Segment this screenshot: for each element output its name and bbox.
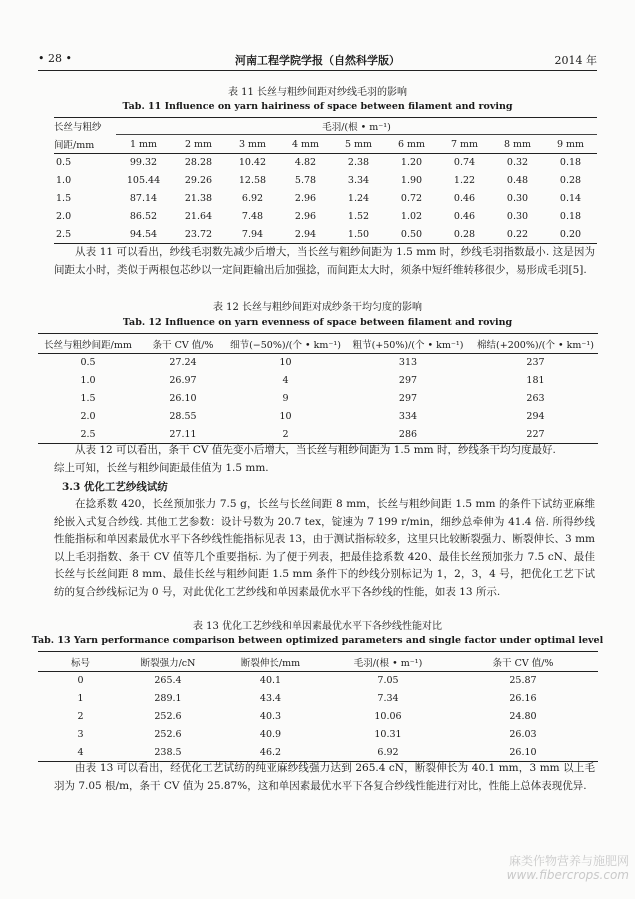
paragraph-table12-analysis: 从表 12 可以看出，条干 CV 值先变小后增大，当长丝与粗纱间距为 1.5 mm 时，纱线条干均匀度最好. <box>75 444 556 456</box>
table-cell: 105.44 <box>126 175 161 186</box>
table-cell: 2.5 <box>54 226 116 244</box>
table-row <box>38 408 598 426</box>
table-cell: 4 <box>38 744 123 762</box>
journal-title: 河南工程学院学报（自然科学版） <box>235 54 400 67</box>
table-cell: 0.72 <box>400 193 423 204</box>
table-cell: 1.50 <box>332 226 385 244</box>
table11-column-header: 8 mm <box>491 135 544 154</box>
table-cell: 26.10 <box>169 393 197 404</box>
table-cell: 3.34 <box>347 175 370 186</box>
table-cell: 0.46 <box>453 211 476 222</box>
table-row <box>38 390 598 408</box>
table11-row-header-2: 间距/mm <box>54 135 116 154</box>
table-cell: 26.16 <box>509 693 537 704</box>
table-cell: 227 <box>473 426 598 444</box>
table-cell: 26.03 <box>509 729 537 740</box>
page-header <box>38 52 597 68</box>
table-cell: 10.31 <box>374 729 402 740</box>
table-cell: 1.52 <box>347 211 370 222</box>
table-cell: 86.52 <box>129 211 158 222</box>
table-cell: 286 <box>343 426 473 444</box>
table-cell: 12.58 <box>238 175 267 186</box>
table11 <box>54 117 597 244</box>
table-cell: 1.5 <box>56 193 72 204</box>
table-row <box>38 690 598 708</box>
table-cell: 289.1 <box>154 693 182 704</box>
table-cell: 1.24 <box>347 193 370 204</box>
table11-row-header: 长丝与粗纱 <box>54 118 116 135</box>
table-cell: 0.50 <box>385 226 438 244</box>
table-cell: 2.96 <box>294 193 317 204</box>
table13-column-header: 断裂伸长/mm <box>213 652 328 672</box>
table-cell: 10 <box>279 411 292 422</box>
table-cell: 99.32 <box>129 157 158 169</box>
table-cell: 1.90 <box>400 175 423 186</box>
table-cell: 27.11 <box>138 426 228 444</box>
table-row <box>54 208 597 226</box>
table-cell: 40.1 <box>259 675 282 687</box>
table-cell: 0.22 <box>491 226 544 244</box>
table-cell: 40.3 <box>259 711 282 722</box>
table-cell: 25.87 <box>509 675 537 687</box>
table-cell: 1.0 <box>80 375 96 386</box>
table13-caption-zh: 表 13 优化工艺纱线和单因素最优水平下各纱线性能对比 <box>192 621 443 632</box>
table-cell: 10.06 <box>374 711 402 722</box>
table-row <box>54 190 597 208</box>
table-cell: 0.18 <box>559 157 582 169</box>
table-cell: 294 <box>526 411 545 422</box>
table12-column-header: 细节(−50%)/(个 • km⁻¹) <box>228 334 343 354</box>
table-cell: 6.92 <box>241 193 264 204</box>
table13-column-header: 断裂强力/cN <box>123 652 213 672</box>
section-heading-3-3: 3.3 优化工艺纱线试纺 <box>62 481 168 493</box>
table-cell: 7.48 <box>241 211 264 222</box>
table-cell: 2.96 <box>294 211 317 222</box>
table-cell: 0.74 <box>453 157 476 169</box>
table-cell: 23.72 <box>171 226 226 244</box>
table-cell: 7.34 <box>377 693 399 704</box>
table-cell: 0.5 <box>80 357 96 369</box>
table-cell: 40.9 <box>259 729 282 740</box>
table-cell: 181 <box>526 375 545 386</box>
table-cell: 4 <box>282 375 289 386</box>
paragraph-table11-analysis: 从表 11 可以看出，纱线毛羽数先减少后增大，当长丝与粗纱间距为 1.5 mm 时，纱线毛羽指数最小. 这是因为间距太小时，类似于两根包芯纱以一定间距输出后加强捻，而间距太大时，须条中短纤维转移很少，易形成毛羽[5]. <box>54 246 595 276</box>
page-number: • 28 • <box>38 52 72 65</box>
table-cell: 3 <box>77 729 84 740</box>
table-cell: 7.94 <box>226 226 279 244</box>
table-cell: 2 <box>77 711 84 722</box>
paragraph-trial-spinning: 在捻系数 420，长丝预加张力 7.5 g，长丝与长丝间距 8 mm，长丝与粗纱间距 1.5 mm 的条件下试纺亚麻维纶嵌入式复合纱线. 其他工艺参数：设计号数为 20.7 tex，锭速为 7 199 r/min，细纱总牵伸为 41.4 倍. 所得纱线性能指标和单因素最优水平下各纱线性能指标见表 13，由于测试指标较多，这里只比较断裂强力、断裂伸长、3 mm 以上毛羽指数、条干 CV 值等几个重要指标. 为了便于列表，把最佳捻系数 420、最佳长丝预加张力 7.5 cN、最佳长丝与长丝间距 8 mm、最佳长丝与粗纱间距 1.5 mm 条件下的纱线分别标记为 1，2，3，4 号，把优化工艺下试纺的复合纱线标记为 0 号，对此优化工艺纱线和单因素最优水平下各纱线的性能，如表 13 所示. <box>54 498 595 598</box>
table11-column-header: 1 mm <box>116 135 171 154</box>
table-row <box>38 726 598 744</box>
table-cell: 238.5 <box>123 744 213 762</box>
table-cell: 28.28 <box>184 157 213 169</box>
table11-column-header: 7 mm <box>438 135 491 154</box>
table13 <box>38 651 598 762</box>
table11-column-header: 2 mm <box>171 135 226 154</box>
table-cell: 237 <box>526 357 545 369</box>
table-cell: 297 <box>398 393 418 404</box>
table11-column-header: 6 mm <box>385 135 438 154</box>
table-cell: 0.18 <box>559 211 582 222</box>
table-cell: 29.26 <box>184 175 213 186</box>
table-cell: 2.0 <box>56 211 72 222</box>
table12-column-header: 条干 CV 值/% <box>138 334 228 354</box>
table-cell: 265.4 <box>154 675 182 687</box>
table-row <box>38 672 598 690</box>
table-cell: 0.20 <box>544 226 597 244</box>
table-cell: 263 <box>526 393 545 404</box>
table-cell: 2.38 <box>347 157 370 169</box>
table11-caption-en: Tab. 11 Influence on yarn hairiness of space between filament and roving <box>122 101 513 112</box>
table-cell: 9 <box>282 393 289 404</box>
table-cell: 5.78 <box>294 175 317 186</box>
table-row <box>38 426 598 444</box>
table-row <box>38 354 598 372</box>
table-cell: 1.20 <box>400 157 423 169</box>
table-row <box>54 154 597 172</box>
table11-group-header: 毛羽/(根 • m⁻¹) <box>116 118 597 135</box>
table-cell: 0.32 <box>506 157 529 169</box>
table11-column-header: 3 mm <box>226 135 279 154</box>
table-cell: 0.30 <box>506 193 529 204</box>
table-cell: 26.10 <box>448 744 598 762</box>
table-row <box>54 226 597 244</box>
paragraph-conclusion: 综上可知，长丝与粗纱间距最佳值为 1.5 mm. <box>54 462 269 474</box>
table-cell: 1.0 <box>56 175 72 186</box>
table-cell: 1 <box>77 693 84 704</box>
table-cell: 2.0 <box>80 411 96 422</box>
table-cell: 1.22 <box>453 175 476 186</box>
table-cell: 313 <box>398 357 418 369</box>
table-cell: 2.5 <box>38 426 138 444</box>
table-row <box>38 372 598 390</box>
table-cell: 26.97 <box>169 375 197 386</box>
table-cell: 2 <box>228 426 343 444</box>
table11-caption-zh: 表 11 长丝与粗纱间距对纱线毛羽的影响 <box>227 87 408 98</box>
table-cell: 0.48 <box>506 175 529 186</box>
table-cell: 46.2 <box>213 744 328 762</box>
table-cell: 0 <box>77 675 84 687</box>
table-cell: 252.6 <box>154 729 182 740</box>
table-cell: 0.5 <box>56 157 72 169</box>
table12 <box>38 333 598 444</box>
table-cell: 7.05 <box>377 675 399 687</box>
table12-caption-en: Tab. 12 Influence on yarn evenness of space between filament and roving <box>122 317 513 328</box>
table11-column-header: 5 mm <box>332 135 385 154</box>
table-cell: 21.38 <box>184 193 213 204</box>
table-cell: 1.5 <box>80 393 96 404</box>
table12-column-header: 棉结(+200%)/(个 • km⁻¹) <box>473 334 598 354</box>
table13-column-header: 毛羽/(根 • m⁻¹) <box>328 652 448 672</box>
table-cell: 27.24 <box>169 357 197 369</box>
table-cell: 0.30 <box>506 211 529 222</box>
table-cell: 0.14 <box>559 193 582 204</box>
table-cell: 297 <box>398 375 418 386</box>
table-cell: 4.82 <box>294 157 317 169</box>
table-cell: 24.80 <box>509 711 537 722</box>
table-cell: 94.54 <box>116 226 171 244</box>
table-cell: 252.6 <box>154 711 182 722</box>
table13-caption-en: Tab. 13 Yarn performance comparison between optimized parameters and single factor under optimal level <box>31 635 604 646</box>
table-cell: 21.64 <box>184 211 213 222</box>
table-cell: 43.4 <box>259 693 282 704</box>
table13-column-header: 条干 CV 值/% <box>448 652 598 672</box>
table11-column-header: 4 mm <box>279 135 332 154</box>
paragraph-table13-analysis: 由表 13 可以看出，经优化工艺试纺的纯亚麻纱线强力达到 265.4 cN，断裂伸长为 40.1 mm，3 mm 以上毛羽为 7.05 根/m，条干 CV 值为 25.87%，这和单因素最优水平下各复合纱线性能进行对比，性能上总体表现优异. <box>54 762 595 792</box>
table-row <box>38 708 598 726</box>
table-row <box>38 744 598 762</box>
table-row <box>54 172 597 190</box>
table-cell: 1.02 <box>400 211 423 222</box>
header-rule <box>38 70 597 71</box>
table-cell: 0.46 <box>453 193 476 204</box>
watermark-site-url: www.fibercrops.com <box>506 868 629 882</box>
table-cell: 28.55 <box>169 411 197 422</box>
table-cell: 2.94 <box>279 226 332 244</box>
table13-column-header: 标号 <box>38 652 123 672</box>
table-cell: 87.14 <box>129 193 158 204</box>
table-cell: 10 <box>279 357 292 369</box>
table12-caption-zh: 表 12 长丝与粗纱间距对成纱条干均匀度的影响 <box>212 302 423 313</box>
table11-column-header: 9 mm <box>544 135 597 154</box>
table-cell: 6.92 <box>328 744 448 762</box>
publication-year: 2014 年 <box>554 54 597 67</box>
table-cell: 0.28 <box>438 226 491 244</box>
table-cell: 334 <box>398 411 418 422</box>
table-cell: 0.28 <box>559 175 582 186</box>
table12-column-header: 长丝与粗纱间距/mm <box>38 334 138 354</box>
watermark-site-name: 麻类作物营养与施肥网 <box>508 854 629 868</box>
table-cell: 10.42 <box>238 157 267 169</box>
table12-column-header: 粗节(+50%)/(个 • km⁻¹) <box>343 334 473 354</box>
